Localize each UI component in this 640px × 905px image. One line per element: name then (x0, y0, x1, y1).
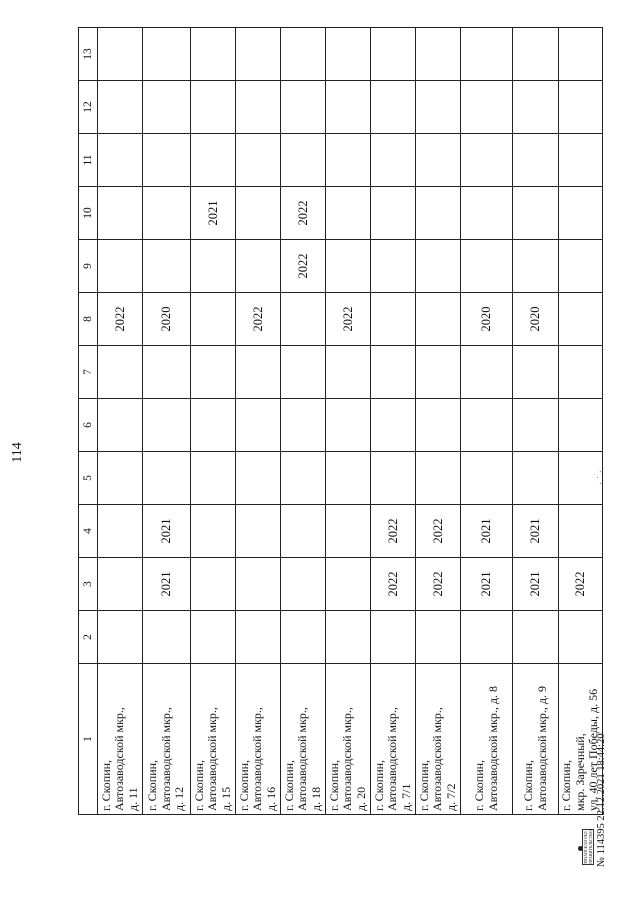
year-cell (143, 28, 191, 81)
year-cell (281, 452, 326, 505)
year-cell (236, 611, 281, 664)
address-cell (371, 664, 416, 815)
address-line: д. 18 (308, 786, 323, 811)
year-cell (143, 399, 191, 452)
year-cell (191, 134, 236, 187)
year-cell: 2022 (559, 558, 603, 611)
address-line: г. Скопин, (145, 759, 160, 811)
year-cell (371, 611, 416, 664)
address-cell (143, 664, 191, 815)
column-header-3: 3 (79, 558, 98, 611)
column-header-13: 13 (79, 28, 98, 81)
year-cell (281, 346, 326, 399)
year-cell (281, 505, 326, 558)
year-cell (143, 187, 191, 240)
year-cell (513, 134, 559, 187)
year-cell (371, 452, 416, 505)
year-cell (416, 134, 461, 187)
year-cell: 2020 (513, 293, 559, 346)
year-cell (513, 399, 559, 452)
year-cell: 2021 (461, 505, 513, 558)
address-line: д. 15 (218, 786, 233, 811)
year-cell: 2021 (143, 505, 191, 558)
year-cell (513, 240, 559, 293)
address-line: Автозаводской мкр., (340, 707, 355, 811)
year-cell: 2020 (143, 293, 191, 346)
year-cell (281, 28, 326, 81)
year-cell: 2021 (143, 558, 191, 611)
year-cell (326, 28, 371, 81)
year-cell (143, 346, 191, 399)
address-line: Автозаводской мкр., (205, 707, 220, 811)
year-cell (559, 240, 603, 293)
table-row (559, 28, 603, 815)
year-cell (143, 134, 191, 187)
year-cell: 2022 (416, 558, 461, 611)
schedule-table (78, 27, 603, 815)
year-cell (461, 346, 513, 399)
year-cell (326, 452, 371, 505)
address-line: г. Скопин, (191, 759, 206, 811)
year-cell: 2021 (513, 505, 559, 558)
year-cell (191, 505, 236, 558)
year-cell (513, 611, 559, 664)
address-line: д. 16 (263, 786, 278, 811)
year-cell (416, 240, 461, 293)
address-line: Автозаводской мкр., (295, 707, 310, 811)
year-cell (461, 28, 513, 81)
year-cell (416, 346, 461, 399)
year-cell (461, 399, 513, 452)
year-cell (98, 452, 143, 505)
address-cell (236, 664, 281, 815)
year-cell (236, 452, 281, 505)
address-line: мкр. Заречный, (572, 733, 587, 811)
year-cell (461, 452, 513, 505)
year-cell (98, 187, 143, 240)
header-row (79, 28, 98, 815)
year-cell (98, 28, 143, 81)
year-cell (559, 134, 603, 187)
year-cell (191, 81, 236, 134)
address-cell (461, 664, 513, 815)
address-line: Автозаводской мкр., д. 8 (485, 685, 500, 811)
column-header-12: 12 (79, 81, 98, 134)
year-cell (371, 187, 416, 240)
year-cell (143, 611, 191, 664)
column-header-5: 5 (79, 452, 98, 505)
year-cell (416, 187, 461, 240)
column-header-11: 11 (79, 134, 98, 187)
address-line: г. Скопин, (326, 759, 341, 811)
address-cell (416, 664, 461, 815)
year-cell (416, 293, 461, 346)
address-line: г. Скопин, (472, 759, 486, 811)
address-line: г. Скопин, (236, 759, 251, 811)
year-cell (416, 28, 461, 81)
year-cell (326, 81, 371, 134)
year-cell: 2022 (416, 505, 461, 558)
year-cell (236, 240, 281, 293)
address-line: д. 7/2 (443, 783, 458, 811)
year-cell: 2022 (236, 293, 281, 346)
year-cell (236, 81, 281, 134)
table-row (513, 28, 559, 815)
year-cell (98, 611, 143, 664)
year-cell (371, 240, 416, 293)
address-line: Автозаводской мкр., (112, 707, 127, 811)
document-stamp: № 114395 22.12.2021 18:44:20 (596, 733, 607, 867)
table-row (281, 28, 326, 815)
year-cell (371, 293, 416, 346)
year-cell (143, 81, 191, 134)
year-cell (143, 452, 191, 505)
year-cell (513, 187, 559, 240)
government-logo: РЯЗАНСКАЯ ОБЛ. ПРАВИТЕЛЬСТВО (578, 829, 594, 865)
year-cell: 2020 (461, 293, 513, 346)
address-line: г. Скопин, (98, 759, 113, 811)
year-cell (326, 346, 371, 399)
address-cell (281, 664, 326, 815)
address-line: Автозаводской мкр., (430, 707, 445, 811)
column-header-7: 7 (79, 346, 98, 399)
address-line: д. 7/1 (398, 783, 413, 811)
year-cell (281, 399, 326, 452)
year-cell (559, 293, 603, 346)
year-cell (416, 81, 461, 134)
year-cell (236, 558, 281, 611)
scan-specks: · ˙ · (596, 470, 607, 485)
year-cell (371, 399, 416, 452)
year-cell (281, 293, 326, 346)
address-line: г. Скопин, (521, 759, 535, 811)
year-cell: 2022 (371, 505, 416, 558)
year-cell (281, 611, 326, 664)
year-cell (371, 134, 416, 187)
year-cell (191, 399, 236, 452)
year-cell (559, 611, 603, 664)
column-header-6: 6 (79, 399, 98, 452)
table-row (98, 28, 143, 815)
page-number: 114 (10, 442, 25, 463)
year-cell (461, 187, 513, 240)
year-cell (191, 611, 236, 664)
year-cell (236, 187, 281, 240)
year-cell (281, 134, 326, 187)
table-row (191, 28, 236, 815)
year-cell (191, 346, 236, 399)
address-line: Автозаводской мкр., (250, 707, 265, 811)
year-cell (98, 81, 143, 134)
year-cell (461, 134, 513, 187)
year-cell: 2021 (191, 187, 236, 240)
year-cell (143, 240, 191, 293)
year-cell (281, 558, 326, 611)
year-cell (559, 399, 603, 452)
table-row (326, 28, 371, 815)
address-line: г. Скопин, (281, 759, 296, 811)
column-header-10: 10 (79, 187, 98, 240)
address-line: г. Скопин, (371, 759, 386, 811)
address-line: д. 12 (172, 786, 187, 811)
year-cell (326, 240, 371, 293)
year-cell (326, 611, 371, 664)
table-row (461, 28, 513, 815)
year-cell (98, 558, 143, 611)
address-line: г. Скопин, (559, 759, 573, 811)
year-cell (98, 399, 143, 452)
year-cell (191, 293, 236, 346)
address-line: д. 20 (353, 786, 368, 811)
year-cell (513, 346, 559, 399)
year-cell (236, 134, 281, 187)
year-cell (281, 81, 326, 134)
year-cell: 2022 (326, 293, 371, 346)
year-cell (461, 240, 513, 293)
year-cell (236, 399, 281, 452)
column-header-9: 9 (79, 240, 98, 293)
column-header-4: 4 (79, 505, 98, 558)
address-cell (191, 664, 236, 815)
year-cell: 2021 (513, 558, 559, 611)
year-cell (191, 28, 236, 81)
year-cell (326, 558, 371, 611)
year-cell (191, 240, 236, 293)
year-cell: 2022 (98, 293, 143, 346)
year-cell (191, 452, 236, 505)
table-row (416, 28, 461, 815)
address-line: Автозаводской мкр., (158, 707, 173, 811)
year-cell: 2022 (281, 240, 326, 293)
year-cell (513, 28, 559, 81)
table-row (143, 28, 191, 815)
year-cell: 2021 (461, 558, 513, 611)
year-cell (326, 187, 371, 240)
year-cell (559, 28, 603, 81)
year-cell (98, 240, 143, 293)
year-cell (191, 558, 236, 611)
year-cell (559, 505, 603, 558)
year-cell (559, 346, 603, 399)
year-cell (326, 505, 371, 558)
column-header-1: 1 (79, 664, 98, 815)
table-row (371, 28, 416, 815)
year-cell (416, 399, 461, 452)
address-line: Автозаводской мкр., д. 9 (534, 685, 549, 811)
year-cell (98, 346, 143, 399)
year-cell (326, 399, 371, 452)
column-header-8: 8 (79, 293, 98, 346)
table-row (236, 28, 281, 815)
address-cell (98, 664, 143, 815)
year-cell: 2022 (281, 187, 326, 240)
address-line: д. 11 (125, 787, 140, 811)
year-cell (236, 28, 281, 81)
year-cell (371, 81, 416, 134)
year-cell (513, 452, 559, 505)
year-cell (98, 505, 143, 558)
year-cell (371, 346, 416, 399)
year-cell: 2022 (371, 558, 416, 611)
year-cell (559, 187, 603, 240)
year-cell (416, 452, 461, 505)
year-cell (326, 134, 371, 187)
year-cell (559, 81, 603, 134)
address-line: Автозаводской мкр., (385, 707, 400, 811)
address-cell (513, 664, 559, 815)
address-line: ул. 40 лет Победы, д. 56 (586, 688, 600, 811)
year-cell (98, 134, 143, 187)
year-cell (461, 81, 513, 134)
year-cell (416, 611, 461, 664)
address-cell (326, 664, 371, 815)
year-cell (236, 346, 281, 399)
year-cell (513, 81, 559, 134)
year-cell (371, 28, 416, 81)
address-line: г. Скопин, (416, 759, 431, 811)
year-cell (461, 611, 513, 664)
year-cell (236, 505, 281, 558)
column-header-2: 2 (79, 611, 98, 664)
